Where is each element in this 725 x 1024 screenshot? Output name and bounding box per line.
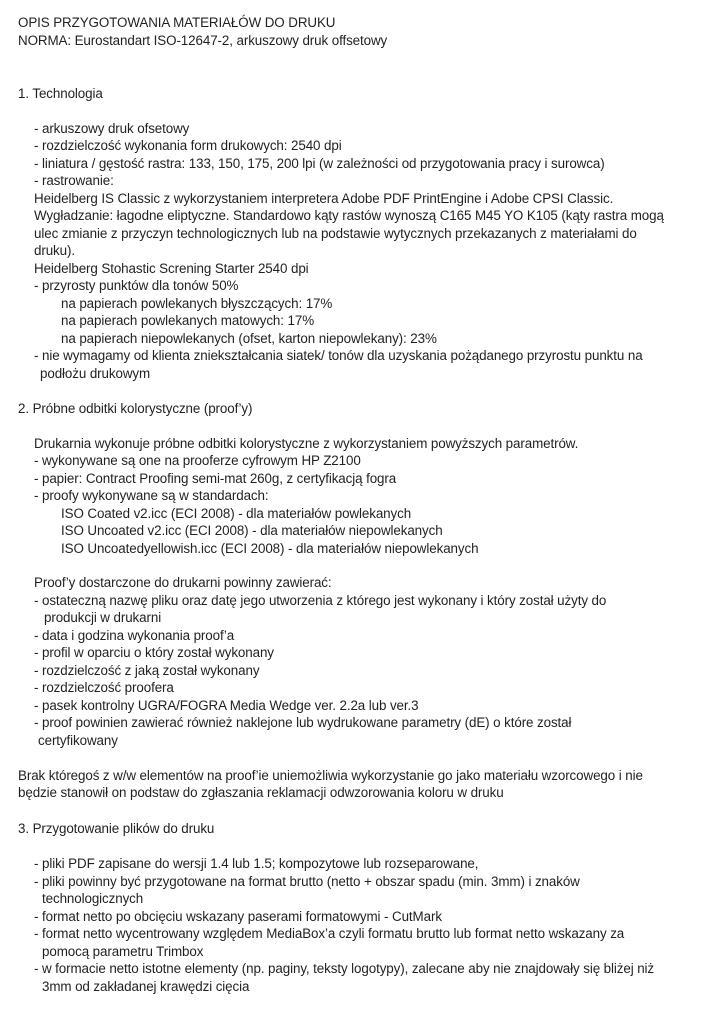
section-2-line: produkcji w drukarni [44,610,162,625]
section-2-line: - profil w oparciu o który został wykonany [34,645,274,660]
section-1-line: druku). [34,243,75,258]
section-2-note: będzie stanowił on podstaw do zgłaszania reklamacji odwzorowania koloru w druku [18,785,504,800]
section-2-line: ISO Uncoatedyellowish.icc (ECI 2008) - dla materiałów niepowlekanych [61,541,479,556]
section-2-line: certyfikowany [38,733,118,748]
section-1-line: - nie wymagamy od klienta zniekształcania siatek/ tonów dla uzyskania pożądanego przyrostu punktu na [34,348,643,363]
section-1-line: - rozdzielczość wykonania form drukowych: 2540 dpi [34,138,342,153]
document-title: OPIS PRZYGOTOWANIA MATERIAŁÓW DO DRUKU [18,15,336,30]
section-1-line: Heidelberg Stohastic Screning Starter 2540 dpi [34,261,309,276]
section-2-line: - proofy wykonywane są w standardach: [34,488,269,503]
section-2-line: - papier: Contract Proofing semi-mat 260g, z certyfikacją fogra [34,471,397,486]
section-3-line: - format netto po obcięciu wskazany paserami formatowymi - CutMark [34,909,442,924]
section-2-line: - proof powinien zawierać również naklejone lub wydrukowane parametry (dE) o które został [34,715,572,730]
section-3-line: - format netto wycentrowany względem MediaBox’a czyli formatu brutto lub format netto wskazany za [34,926,625,941]
section-2-line: Drukarnia wykonuje próbne odbitki kolorystyczne z wykorzystaniem powyższych parametrów. [34,436,579,451]
section-1-line: Wygładzanie: łagodne eliptyczne. Standardowo kąty rastów wynoszą C165 M45 YO K105 (kąty rastra mogą [34,208,664,223]
section-1-line: - liniatura / gęstość rastra: 133, 150, 175, 200 lpi (w zależności od przygotowania pracy i surowca) [34,156,605,171]
section-1-line: - arkuszowy druk ofsetowy [34,121,190,136]
section-3-line: - w formacie netto istotne elementy (np. paginy, teksty logotypy), zalecane aby nie znajdowały się bliżej niż [34,961,655,976]
section-2-heading: 2. Próbne odbitki kolorystyczne (proof’y) [18,401,253,416]
section-1-line: podłożu drukowym [40,366,151,381]
section-3-line: - pliki powinny być przygotowane na format brutto (netto + obszar spadu (min. 3mm) i znaków [34,874,580,889]
section-3-heading: 3. Przygotowanie plików do druku [18,821,215,836]
section-1-line: na papierach powlekanych matowych: 17% [61,313,315,328]
norm-line: NORMA: Eurostandart ISO-12647-2, arkuszowy druk offsetowy [18,33,388,48]
section-1-line: na papierach powlekanych błyszczących: 17% [61,296,333,311]
section-2-line: - wykonywane są one na prooferze cyfrowym HP Z2100 [34,453,361,468]
section-2-line: - rozdzielczość proofera [34,680,174,695]
section-2-line: - ostateczną nazwę pliku oraz datę jego utworzenia z którego jest wykonany i który został użyty do [34,593,607,608]
section-2-line: - data i godzina wykonania proof’a [34,628,235,643]
section-3-line: technologicznych [42,891,144,906]
section-3-line: pomocą parametru Trimbox [42,944,204,959]
section-3-line: - pliki PDF zapisane do wersji 1.4 lub 1.5; kompozytowe lub rozseparowane, [34,856,479,871]
section-1-line: ulec zmianie z przyczyn technologicznych lub na podstawie wytycznych przekazanych z materiałami do [34,226,637,241]
section-3-line: 3mm od zakładanej krawędzi cięcia [42,979,250,994]
section-1-heading: 1. Technologia [18,86,103,101]
section-1-line: - rastrowanie: [34,173,114,188]
section-1-line: na papierach niepowlekanych (ofset, karton niepowlekany): 23% [61,331,437,346]
section-1-line: - przyrosty punktów dla tonów 50% [34,278,239,293]
section-2-line: ISO Coated v2.icc (ECI 2008) - dla materiałów powlekanych [61,506,412,521]
section-2-line: ISO Uncoated v2.icc (ECI 2008) - dla materiałów niepowlekanych [61,523,443,538]
section-2-line: - rozdzielczość z jaką został wykonany [34,663,260,678]
section-2-note: Brak któregoś z w/w elementów na proof’ie uniemożliwia wykorzystanie go jako materiału wzorcowego i nie [18,768,643,783]
section-2-line: Proof’y dostarczone do drukarni powinny zawierać: [34,575,332,590]
section-2-line: - pasek kontrolny UGRA/FOGRA Media Wedge ver. 2.2a lub ver.3 [34,698,419,713]
section-1-line: Heidelberg IS Classic z wykorzystaniem interpretera Adobe PDF PrintEngine i Adobe CPSI Classic. [34,191,614,206]
